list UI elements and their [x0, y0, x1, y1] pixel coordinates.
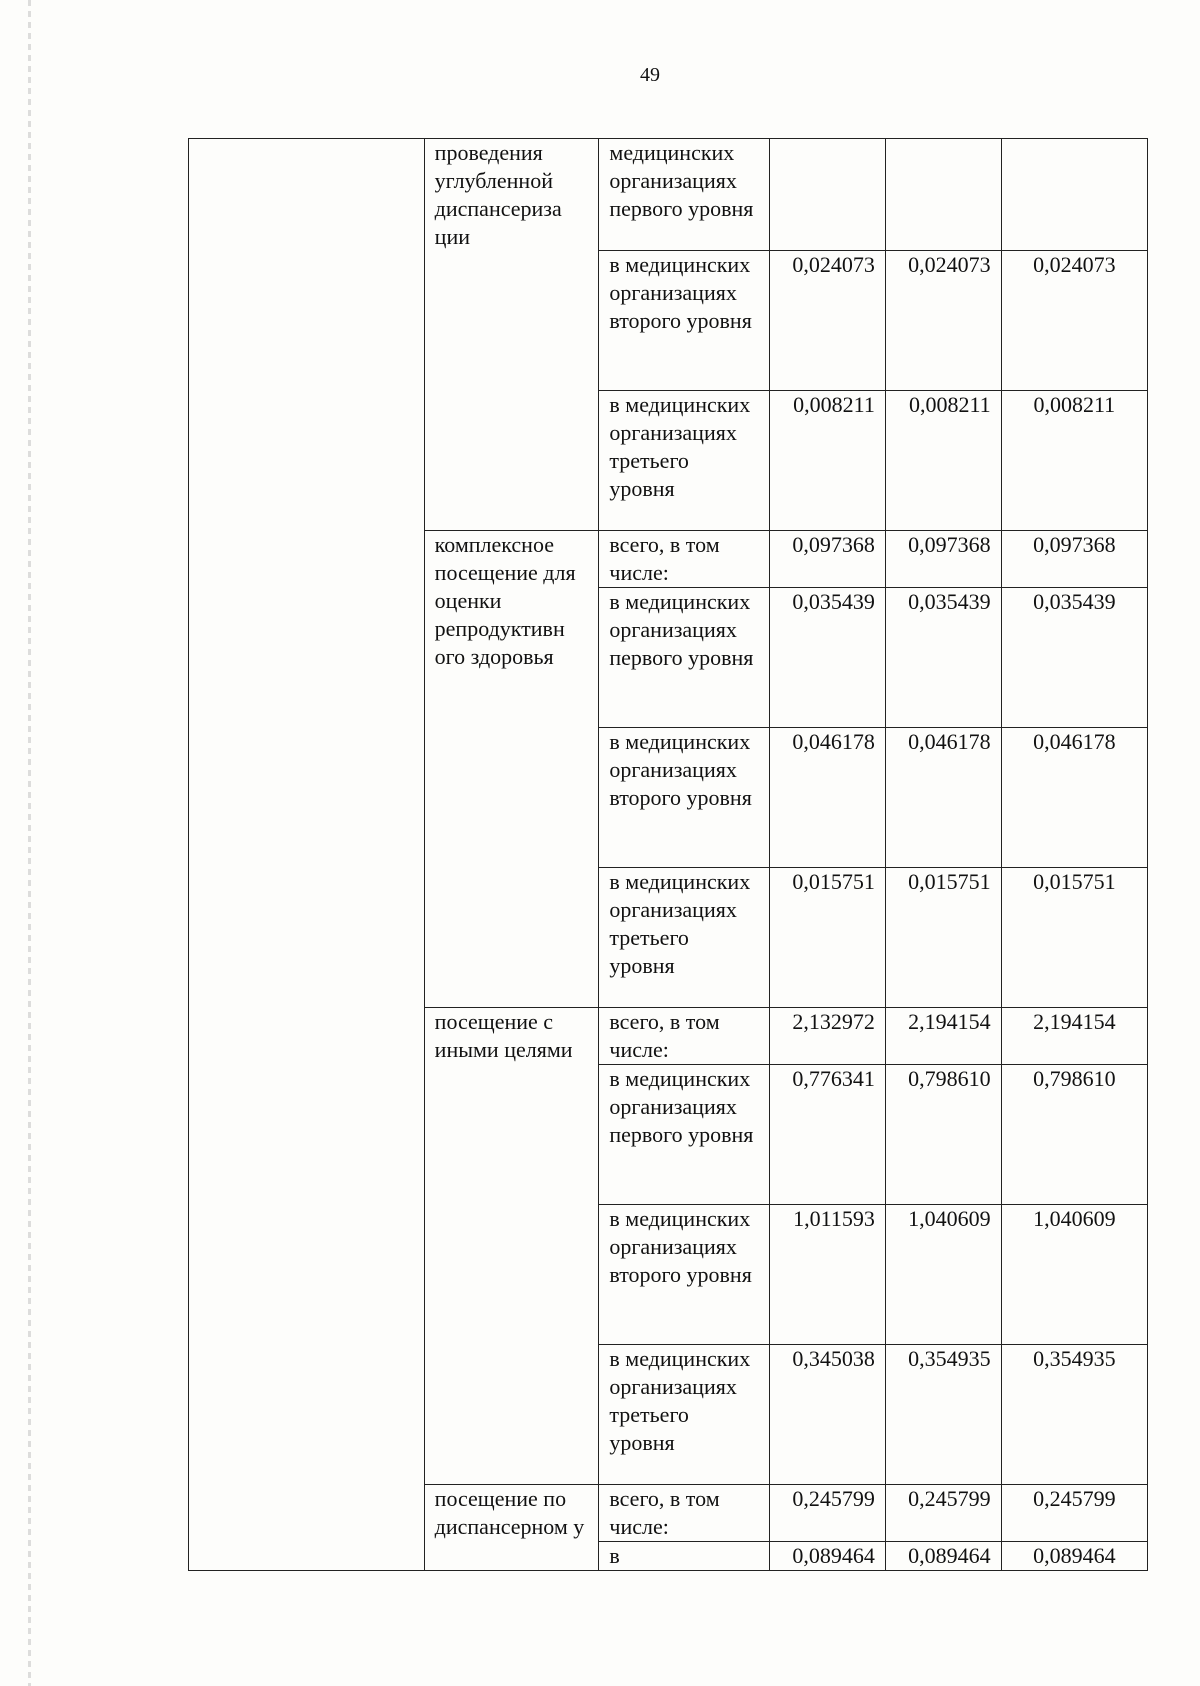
value-cell: 0,015751	[770, 868, 886, 1008]
value-cell	[770, 139, 886, 251]
value-cell: 0,354935	[885, 1345, 1001, 1485]
table-row	[189, 139, 1148, 251]
value-cell: 0,245799	[770, 1485, 886, 1542]
value-cell: 0,089464	[770, 1542, 886, 1571]
value-cell: 0,097368	[885, 531, 1001, 588]
value-cell: 0,245799	[885, 1485, 1001, 1542]
value-cell: 0,035439	[885, 588, 1001, 728]
scan-edge-artifact	[28, 0, 31, 1686]
value-cell: 0,089464	[1001, 1542, 1147, 1571]
row-description: в медицинских организациях второго уровня	[599, 1205, 770, 1345]
row-description: медицинских организациях первого уровня	[599, 139, 770, 251]
row-description: в	[599, 1542, 770, 1571]
value-cell: 0,035439	[1001, 588, 1147, 728]
value-cell: 0,024073	[885, 251, 1001, 391]
value-cell: 0,089464	[885, 1542, 1001, 1571]
value-cell: 0,345038	[770, 1345, 886, 1485]
value-cell	[885, 139, 1001, 251]
value-cell: 0,354935	[1001, 1345, 1147, 1485]
value-cell: 2,132972	[770, 1008, 886, 1065]
value-cell: 0,046178	[770, 728, 886, 868]
row-description: в медицинских организациях второго уровня	[599, 251, 770, 391]
row-description: всего, в том числе:	[599, 531, 770, 588]
value-cell: 2,194154	[1001, 1008, 1147, 1065]
value-cell: 2,194154	[885, 1008, 1001, 1065]
value-cell: 0,097368	[770, 531, 886, 588]
value-cell: 0,046178	[1001, 728, 1147, 868]
value-cell: 0,035439	[770, 588, 886, 728]
value-cell: 0,798610	[1001, 1065, 1147, 1205]
row-description: в медицинских организациях второго уровня	[599, 728, 770, 868]
page-number: 49	[640, 64, 660, 86]
category-cell	[189, 139, 425, 1571]
value-cell: 1,040609	[885, 1205, 1001, 1345]
group-label: посещение с иными целями	[424, 1008, 599, 1485]
value-cell: 0,097368	[1001, 531, 1147, 588]
row-description: всего, в том числе:	[599, 1485, 770, 1542]
row-description: в медицинских организациях третьего уровня	[599, 1345, 770, 1485]
group-label: посещение по диспансерном у	[424, 1485, 599, 1571]
value-cell: 0,245799	[1001, 1485, 1147, 1542]
value-cell: 0,024073	[1001, 251, 1147, 391]
value-cell: 0,008211	[770, 391, 886, 531]
value-cell: 0,015751	[1001, 868, 1147, 1008]
value-cell: 0,008211	[885, 391, 1001, 531]
row-description: в медицинских организациях третьего уровня	[599, 391, 770, 531]
value-cell: 1,040609	[1001, 1205, 1147, 1345]
group-label: комплексное посещение для оценки репродуктивн ого здоровья	[424, 531, 599, 1008]
value-cell	[1001, 139, 1147, 251]
group-label: проведения углубленной диспансериза ции	[424, 139, 599, 531]
value-cell: 0,008211	[1001, 391, 1147, 531]
value-cell: 0,776341	[770, 1065, 886, 1205]
value-cell: 1,011593	[770, 1205, 886, 1345]
row-description: в медицинских организациях третьего уровня	[599, 868, 770, 1008]
row-description: в медицинских организациях первого уровня	[599, 588, 770, 728]
value-cell: 0,046178	[885, 728, 1001, 868]
row-description: всего, в том числе:	[599, 1008, 770, 1065]
value-cell: 0,015751	[885, 868, 1001, 1008]
value-cell: 0,798610	[885, 1065, 1001, 1205]
row-description: в медицинских организациях первого уровня	[599, 1065, 770, 1205]
value-cell: 0,024073	[770, 251, 886, 391]
data-table	[188, 138, 1148, 1571]
